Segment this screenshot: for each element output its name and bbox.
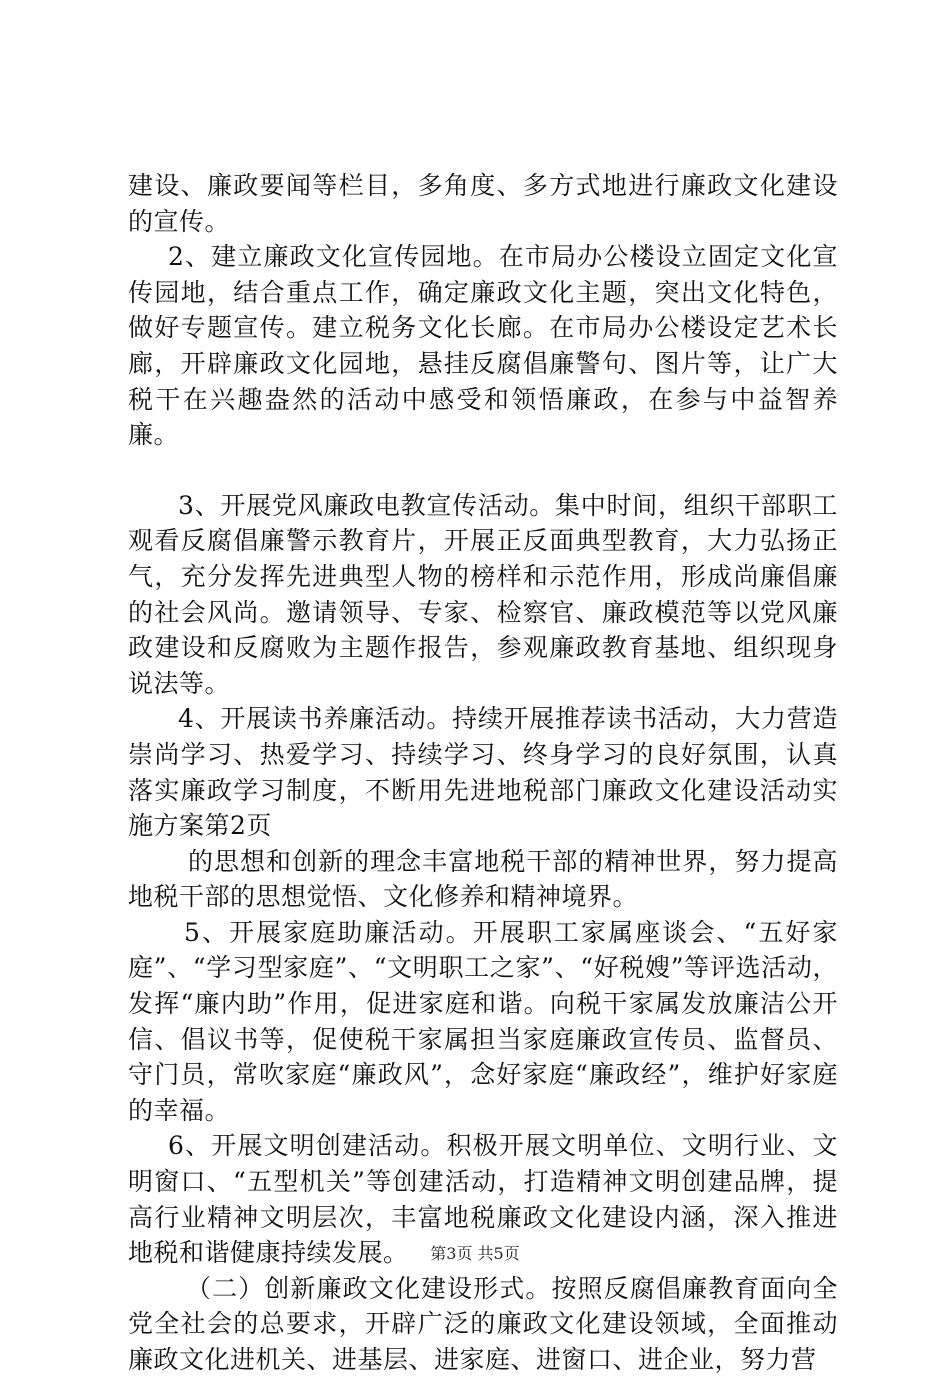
document-body	[128, 168, 838, 1378]
paragraph-8: （二）创新廉政文化建设形式。按照反腐倡廉教育面向全党全社会的总要求，开辟广泛的廉政文化建设领域，全面推动廉政文化进机关、进基层、进家庭、进窗口、进企业，努力营	[128, 1273, 838, 1374]
paragraph-2: 2、建立廉政文化宣传园地。在市局办公楼设立固定文化宣传园地，结合重点工作，确定廉政文化主题，突出文化特色，做好专题宣传。建立税务文化长廊。在市局办公楼设定艺术长廊，开辟廉政文化园地，悬挂反腐倡廉警句、图片等，让广大税干在兴趣盎然的活动中感受和领悟廉政，在参与中益智养廉。	[128, 242, 838, 450]
page-footer	[0, 1244, 950, 1264]
paragraph-6: 5、开展家庭助廉活动。开展职工家属座谈会、“五好家庭”、“学习型家庭”、“文明职工之家”、“好税嫂”等评选活动，发挥“廉内助”作用，促进家庭和谐。向税干家属发放廉洁公开信、倡议书等，促使税干家属担当家庭廉政宣传员、监督员、守门员，常吹家庭“廉政风”，念好家庭“廉政经”，维护好家庭的幸福。	[128, 917, 838, 1125]
paragraph-4: 4、开展读书养廉活动。持续开展推荐读书活动，大力营造崇尚学习、热爱学习、持续学习、终身学习的良好氛围，认真落实廉政学习制度，不断用先进地税部门廉政文化建设活动实施方案第2页	[128, 704, 838, 841]
paragraph-7: 6、开展文明创建活动。积极开展文明单位、文明行业、文明窗口、“五型机关”等创建活动，打造精神文明创建品牌，提高行业精神文明层次，丰富地税廉政文化建设内涵，深入推进地税和谐健康持续发展。	[128, 1131, 838, 1268]
paragraph-5: 的思想和创新的理念丰富地税干部的精神世界，努力提高地税干部的思想觉悟、文化修养和精神境界。	[128, 846, 838, 912]
page-number-label: 第3页 共5页	[430, 1244, 520, 1263]
paragraph-1: 建设、廉政要闻等栏目，多角度、多方式地进行廉政文化建设的宣传。	[128, 171, 838, 236]
paragraph-3: 3、开展党风廉政电教宣传活动。集中时间，组织干部职工观看反腐倡廉警示教育片，开展正反面典型教育，大力弘扬正气，充分发挥先进典型人物的榜样和示范作用，形成尚廉倡廉的社会风尚。邀请领导、专家、检察官、廉政模范等以党风廉政建设和反腐败为主题作报告，参观廉政教育基地、组织现身说法等。	[128, 490, 838, 698]
